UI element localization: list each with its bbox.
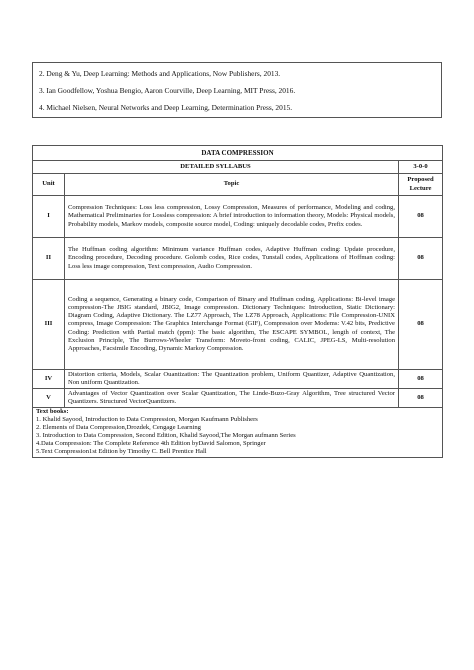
textbook-item: 1. Khalid Sayood, Introduction to Data Compression, Morgan Kaufmann Publishers [36, 416, 258, 424]
unit-row [33, 370, 443, 389]
reference-item: 3. Ian Goodfellow, Yoshua Bengio, Aaron Courville, Deep Learning, MIT Press, 2016. [39, 86, 296, 95]
unit-lectures: 08 [399, 389, 443, 408]
reference-item: 4. Michael Nielsen, Neural Networks and Deep Learning, Determination Press, 2015. [39, 103, 293, 112]
unit-row [33, 389, 443, 408]
unit-row [33, 238, 443, 280]
textbook-item: 4.Data Compression: The Complete Reference 4th Edition byDavid Salomon, Springer [36, 440, 266, 448]
title-row [33, 146, 443, 161]
unit-topic: Distortion criteria, Models, Scalar Ouantization: The Quantization problem, Uniform Quantizer, Adaptive Quantization, Non uniform Quantization. [65, 370, 399, 389]
header-row [33, 174, 443, 196]
unit-row [33, 280, 443, 370]
unit-number: V [33, 389, 65, 408]
textbook-item: 3. Introduction to Data Compression, Second Edition, Khalid Sayood,The Morgan aufmann Series [36, 432, 296, 440]
syllabus-label: DETAILED SYLLABUS [33, 161, 399, 174]
lecture-header-line2: Lecture [409, 184, 432, 192]
unit-topic: The Huffman coding algorithm: Minimum variance Huffman codes, Adaptive Huffman coding: Update procedure, Encoding procedure, Decoding procedure. Golomb codes, Rice codes, Tunstall codes, Applications of Hoffman coding: Loss less image compression, Text compression, Audio Compression. [65, 238, 399, 280]
unit-topic: Coding a sequence, Generating a binary code, Comparison of Binary and Huffman coding, Applications: Bi-level image compression-The JBIG standard, JBIG2, Image compression. Dictionary Techniques: Introduction, Static Dictionary: Diagram Coding, Adaptive Dictionary. The LZ77 Approach, The LZ78 Approach, Applications: File Compression-UNIX compress, Image Compression: The Graphics Interchange Format (GIF), Compression over Modems: V.42 bits, Predictive Coding: Prediction with Partial match (ppm): The basic algorithm, The ESCAPE SYMBOL, length of context, The Exclusion Principle, The Burrows-Wheeler Transform: Moveto-front coding, CALIC, JPEG-LS, Multi-resolution Approaches, Facsimile Encoding, Dynamic Markoy Compression. [65, 280, 399, 370]
unit-number: II [33, 238, 65, 280]
textbooks-heading: Text books: [36, 408, 69, 415]
unit-lectures: 08 [399, 370, 443, 389]
textbooks-cell [33, 408, 443, 458]
syllabus-row [33, 161, 443, 174]
unit-lectures: 08 [399, 196, 443, 238]
unit-lectures: 08 [399, 238, 443, 280]
unit-header: Unit [33, 174, 65, 196]
textbooks-row [33, 408, 443, 458]
unit-number: III [33, 280, 65, 370]
textbook-item: 2. Elements of Data Compression,Drozdek, Cengage Learning [36, 424, 201, 432]
unit-topic: Compression Techniques: Loss less compression, Lossy Compression, Measures of performance, Modeling and coding, Mathematical Preliminaries for Lossless compression: A brief introduction to information theory, Models: Physical models, Probability models, Markov models, composite source model, Coding: uniquely decodable codes, Prefix codes. [65, 196, 399, 238]
reference-item: 2. Deng & Yu, Deep Learning: Methods and Applications, Now Publishers, 2013. [39, 69, 281, 78]
unit-number: IV [33, 370, 65, 389]
unit-row [33, 196, 443, 238]
credits: 3-0-0 [399, 161, 443, 174]
unit-number: I [33, 196, 65, 238]
lecture-header-line1: Proposed [407, 176, 434, 184]
topic-header: Topic [65, 174, 399, 196]
lecture-header [399, 174, 443, 196]
course-title: DATA COMPRESSION [33, 146, 443, 161]
syllabus-table [32, 145, 443, 458]
unit-lectures: 08 [399, 280, 443, 370]
textbook-item: 5.Text Compression1st Edition by Timothy C. Bell Prentice Hall [36, 448, 207, 456]
unit-topic: Advantages of Vector Quantization over Scalar Quantization, The Linde-Buzo-Gray Algorithm, Tree structured Vector Quantizers. Structured VectorQuantizers. [65, 389, 399, 408]
references-box [32, 62, 442, 118]
